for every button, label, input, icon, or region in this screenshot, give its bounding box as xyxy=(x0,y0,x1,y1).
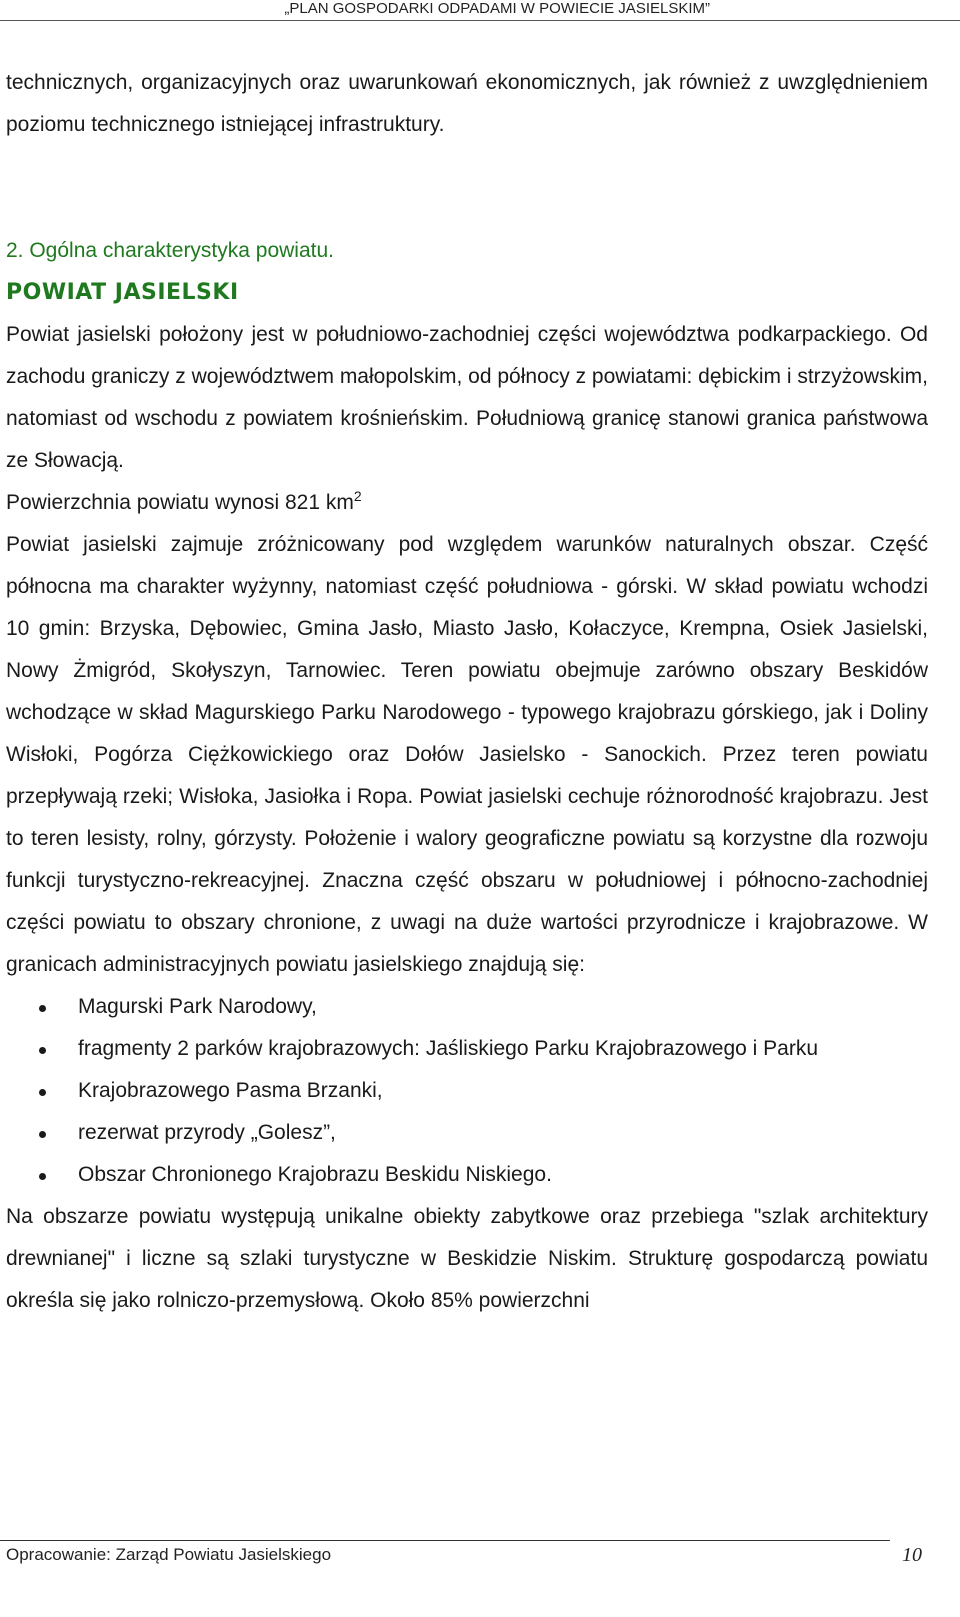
footer-author: Opracowanie: Zarząd Powiatu Jasielskiego xyxy=(6,1545,332,1564)
section-subheading: POWIAT JASIELSKI xyxy=(6,280,239,305)
list-item xyxy=(6,1028,928,1070)
header-divider xyxy=(0,20,960,21)
bullet-icon xyxy=(39,1047,46,1054)
list-item-text: rezerwat przyrody „Golesz”, xyxy=(78,1121,336,1144)
bullet-icon xyxy=(39,1005,46,1012)
page-footer xyxy=(0,1540,960,1580)
list-item-text: Krajobrazowego Pasma Brzanki, xyxy=(78,1079,383,1102)
header-title: „PLAN GOSPODARKI ODPADAMI W POWIECIE JASIELSKIM” xyxy=(284,0,710,17)
bullet-icon xyxy=(39,1173,46,1180)
list-item-text: Obszar Chronionego Krajobrazu Beskidu Niskiego. xyxy=(78,1163,552,1186)
section-heading: 2. Ogólna charakterystyka powiatu. xyxy=(6,239,335,262)
list-item xyxy=(6,986,928,1028)
section-spacer xyxy=(6,146,928,230)
bullet-icon xyxy=(39,1089,46,1096)
footer-divider xyxy=(0,1540,890,1541)
heritage-paragraph: Na obszarze powiatu występują unikalne obiekty zabytkowe oraz przebiega "szlak architektury drewnianej" i liczne są szlaki turystyczne w Beskidzie Niskim. Strukturę gospodarczą powiatu określa się jako rolniczo-przemysłową. Około 85% powierzchni xyxy=(6,1205,928,1312)
description-paragraph: Powiat jasielski zajmuje zróżnicowany pod względem warunków naturalnych obszar. Część północna ma charakter wyżynny, natomiast część południowa - górski. W skład powiatu wchodzi 10 gmin: Brzyska, Dębowiec, Gmina Jasło, Miasto Jasło, Kołaczyce, Krempna, Osiek Jasielski, Nowy Żmigród, Skołyszyn, Tarnowiec. Teren powiatu obejmuje zarówno obszary Beskidów wchodzące w skład Magurskiego Parku Narodowego - typowego krajobrazu górskiego, jak i Doliny Wisłoki, Pogórza Ciężkowickiego oraz Dołów Jasielsko - Sanockich. Przez teren powiatu przepływają rzeki; Wisłoka, Jasiołka i Ropa. Powiat jasielski cechuje różnorodność krajobrazu. Jest to teren lesisty, rolny, górzysty. Położenie i walory geograficzne powiatu są korzystne dla rozwoju funkcji turystyczno-rekreacyjnej. Znaczna część obszaru w południowej i północno-zachodniej części powiatu to obszary chronione, z uwagi na duże wartości przyrodnicze i krajobrazowe. W granicach administracyjnych powiatu jasielskiego znajdują się: xyxy=(6,533,928,976)
list-item-text: Magurski Park Narodowy, xyxy=(78,995,317,1018)
location-paragraph: Powiat jasielski położony jest w południowo-zachodniej części województwa podkarpackiego. Od zachodu graniczy z województwem małopolskim, od północy z powiatami: dębickim i strzyżowskim, natomiast od wschodu z powiatem krośnieńskim. Południową granicę stanowi granica państwowa ze Słowacją. xyxy=(6,323,929,472)
page-number: 10 xyxy=(902,1544,922,1566)
protected-areas-list xyxy=(6,986,928,1196)
page-header xyxy=(0,0,960,22)
area-text: Powierzchnia powiatu wynosi 821 km xyxy=(6,491,354,514)
list-item xyxy=(6,1112,928,1154)
area-paragraph xyxy=(6,482,928,524)
list-item xyxy=(6,1070,928,1112)
intro-paragraph: technicznych, organizacyjnych oraz uwarunkowań ekonomicznych, jak również z uwzględnieniem poziomu technicznego istniejącej infrastruktury. xyxy=(6,71,928,136)
list-item xyxy=(6,1154,928,1196)
document-body xyxy=(6,62,928,1322)
list-item-text: fragmenty 2 parków krajobrazowych: Jaśliskiego Parku Krajobrazowego i Parku xyxy=(78,1037,819,1060)
bullet-icon xyxy=(39,1131,46,1138)
area-superscript: 2 xyxy=(353,488,362,504)
